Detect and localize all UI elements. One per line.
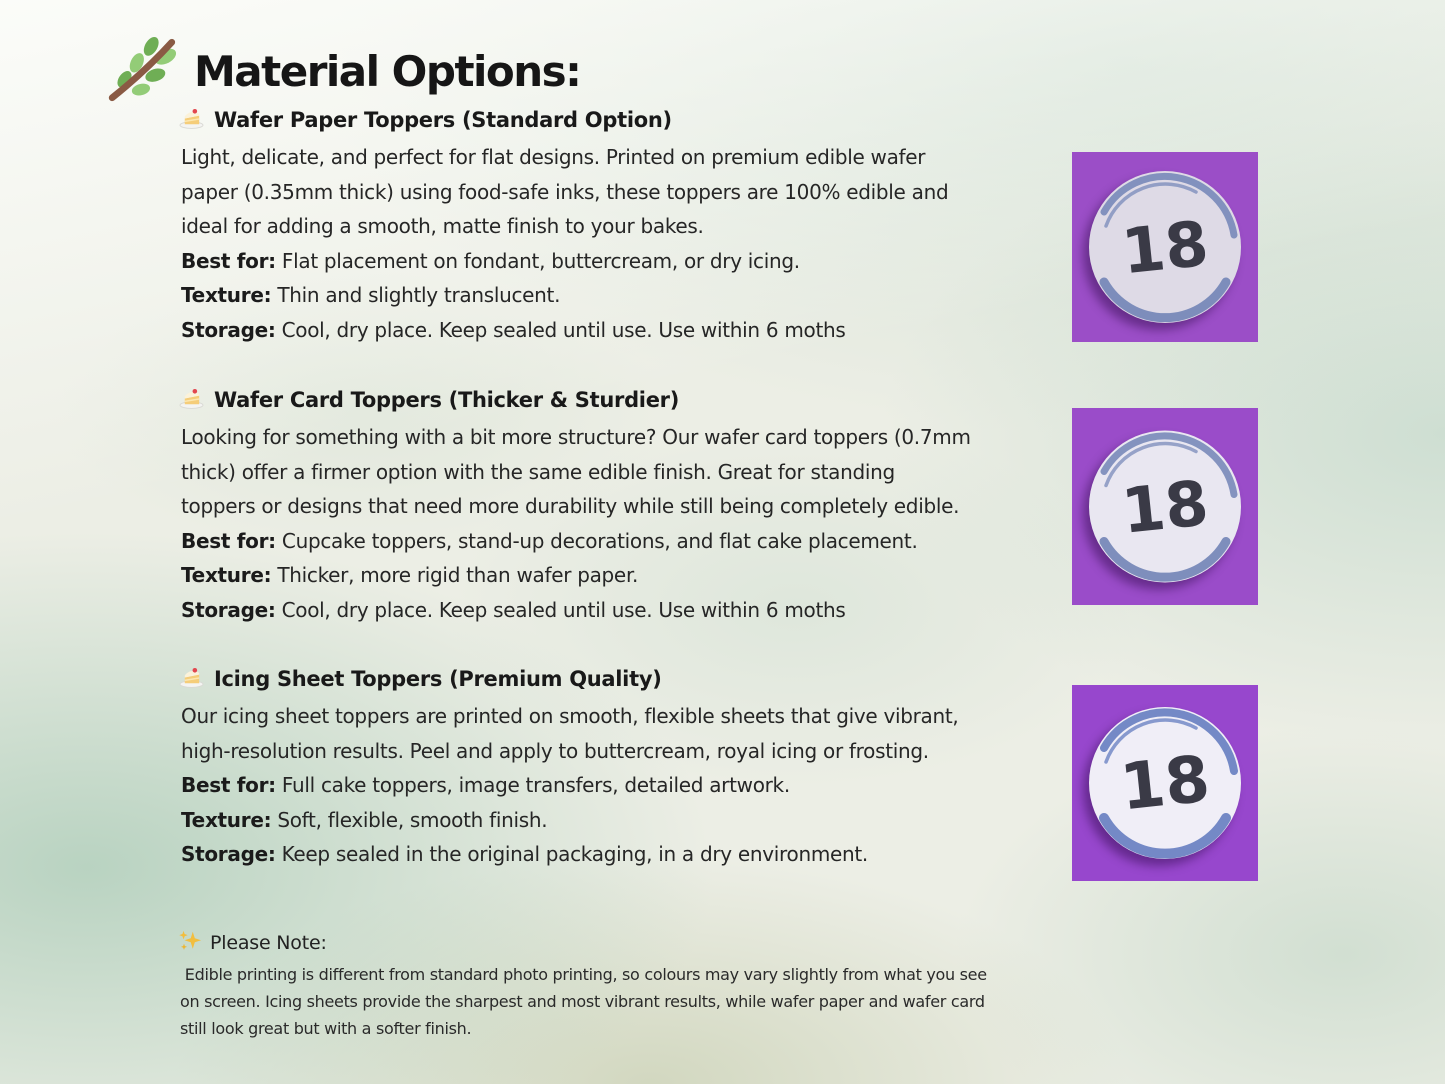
detail-text: Cupcake toppers, stand-up decorations, and flat cake placement.	[275, 528, 918, 553]
section-heading-row	[178, 102, 948, 138]
section-heading: Wafer Card Toppers (Thicker & Sturdier)	[214, 388, 680, 412]
body-line: ideal for adding a smooth, matte finish to your bakes.	[181, 214, 704, 238]
topper-number: 18	[1116, 742, 1214, 826]
detail-label: Storage:	[181, 842, 276, 866]
topper-number: 18	[1118, 466, 1212, 548]
sparkles-icon	[178, 929, 202, 958]
detail-label: Best for:	[181, 528, 276, 553]
detail-text: Cool, dry place. Keep sealed until use. Use within 6 moths	[275, 317, 846, 342]
body-line: thick) offer a firmer option with the same edible finish. Great for standing	[181, 459, 895, 484]
body-line: paper (0.35mm thick) using food-safe inks, these toppers are 100% edible and	[181, 179, 949, 204]
section-heading-row	[178, 382, 971, 418]
page-title: Material Options:	[194, 46, 581, 96]
detail-line-storage	[181, 313, 948, 348]
detail-line-best-for	[181, 524, 971, 559]
wafer-card-sample-photo	[1072, 408, 1258, 605]
detail-label: Storage:	[181, 597, 276, 622]
detail-line-texture	[181, 558, 971, 593]
note-line: still look great but with a softer finish.	[180, 1019, 472, 1038]
please-note-block	[178, 928, 987, 1042]
detail-text: Soft, flexible, smooth finish.	[271, 807, 548, 832]
section-wafer-card	[181, 382, 971, 627]
topper-18-wafer-card	[1089, 431, 1241, 583]
detail-text: Thicker, more rigid than wafer paper.	[271, 563, 639, 587]
detail-line-storage	[181, 593, 971, 628]
detail-text: Thin and slightly translucent.	[271, 283, 561, 307]
detail-text: Full cake toppers, image transfers, detailed artwork.	[275, 773, 790, 797]
detail-line-best-for	[181, 244, 948, 279]
detail-line-texture	[181, 803, 959, 838]
topper-18-icing-sheet	[1089, 707, 1241, 859]
cake-icon	[178, 665, 205, 693]
section-heading-row	[178, 661, 959, 697]
body-line: Light, delicate, and perfect for flat designs. Printed on premium edible wafer	[181, 145, 926, 169]
section-wafer-paper	[181, 102, 948, 347]
cake-icon	[178, 106, 205, 134]
detail-label: Best for:	[181, 248, 276, 273]
section-body	[181, 699, 959, 872]
body-line: Looking for something with a bit more structure? Our wafer card toppers (0.7mm	[181, 425, 971, 449]
section-heading: Wafer Paper Toppers (Standard Option)	[214, 108, 672, 132]
detail-line-texture	[181, 278, 948, 313]
body-line: high-resolution results. Peel and apply to buttercream, royal icing or frosting.	[181, 738, 929, 763]
detail-label: Texture:	[181, 283, 272, 307]
detail-label: Storage:	[181, 317, 276, 342]
detail-label: Texture:	[181, 563, 272, 587]
branch-icon	[106, 34, 180, 108]
detail-line-storage	[181, 837, 959, 872]
section-icing-sheet	[181, 661, 959, 872]
title-row	[106, 32, 580, 110]
section-body	[181, 420, 971, 627]
detail-text: Cool, dry place. Keep sealed until use. Use within 6 moths	[275, 597, 846, 622]
section-body	[181, 140, 948, 347]
body-line: Our icing sheet toppers are printed on smooth, flexible sheets that give vibrant,	[181, 704, 959, 728]
note-title: Please Note:	[210, 932, 327, 954]
section-heading: Icing Sheet Toppers (Premium Quality)	[214, 667, 662, 691]
detail-label: Texture:	[181, 807, 272, 832]
topper-number: 18	[1118, 206, 1212, 289]
detail-text: Keep sealed in the original packaging, in a dry environment.	[275, 842, 868, 866]
note-line: on screen. Icing sheets provide the sharpest and most vibrant results, while wafer paper and wafer card	[180, 992, 985, 1011]
note-line: Edible printing is different from standard photo printing, so colours may vary slightly from what you see	[180, 965, 987, 984]
icing-sheet-sample-photo	[1072, 685, 1258, 881]
detail-line-best-for	[181, 768, 959, 803]
topper-18-wafer-paper	[1089, 171, 1241, 323]
cake-icon	[178, 386, 205, 414]
body-line: toppers or designs that need more durability while still being completely edible.	[181, 494, 960, 518]
note-body	[180, 961, 987, 1042]
wafer-paper-sample-photo	[1072, 152, 1258, 342]
note-title-row	[178, 928, 987, 958]
detail-text: Flat placement on fondant, buttercream, or dry icing.	[275, 248, 800, 273]
detail-label: Best for:	[181, 773, 276, 797]
